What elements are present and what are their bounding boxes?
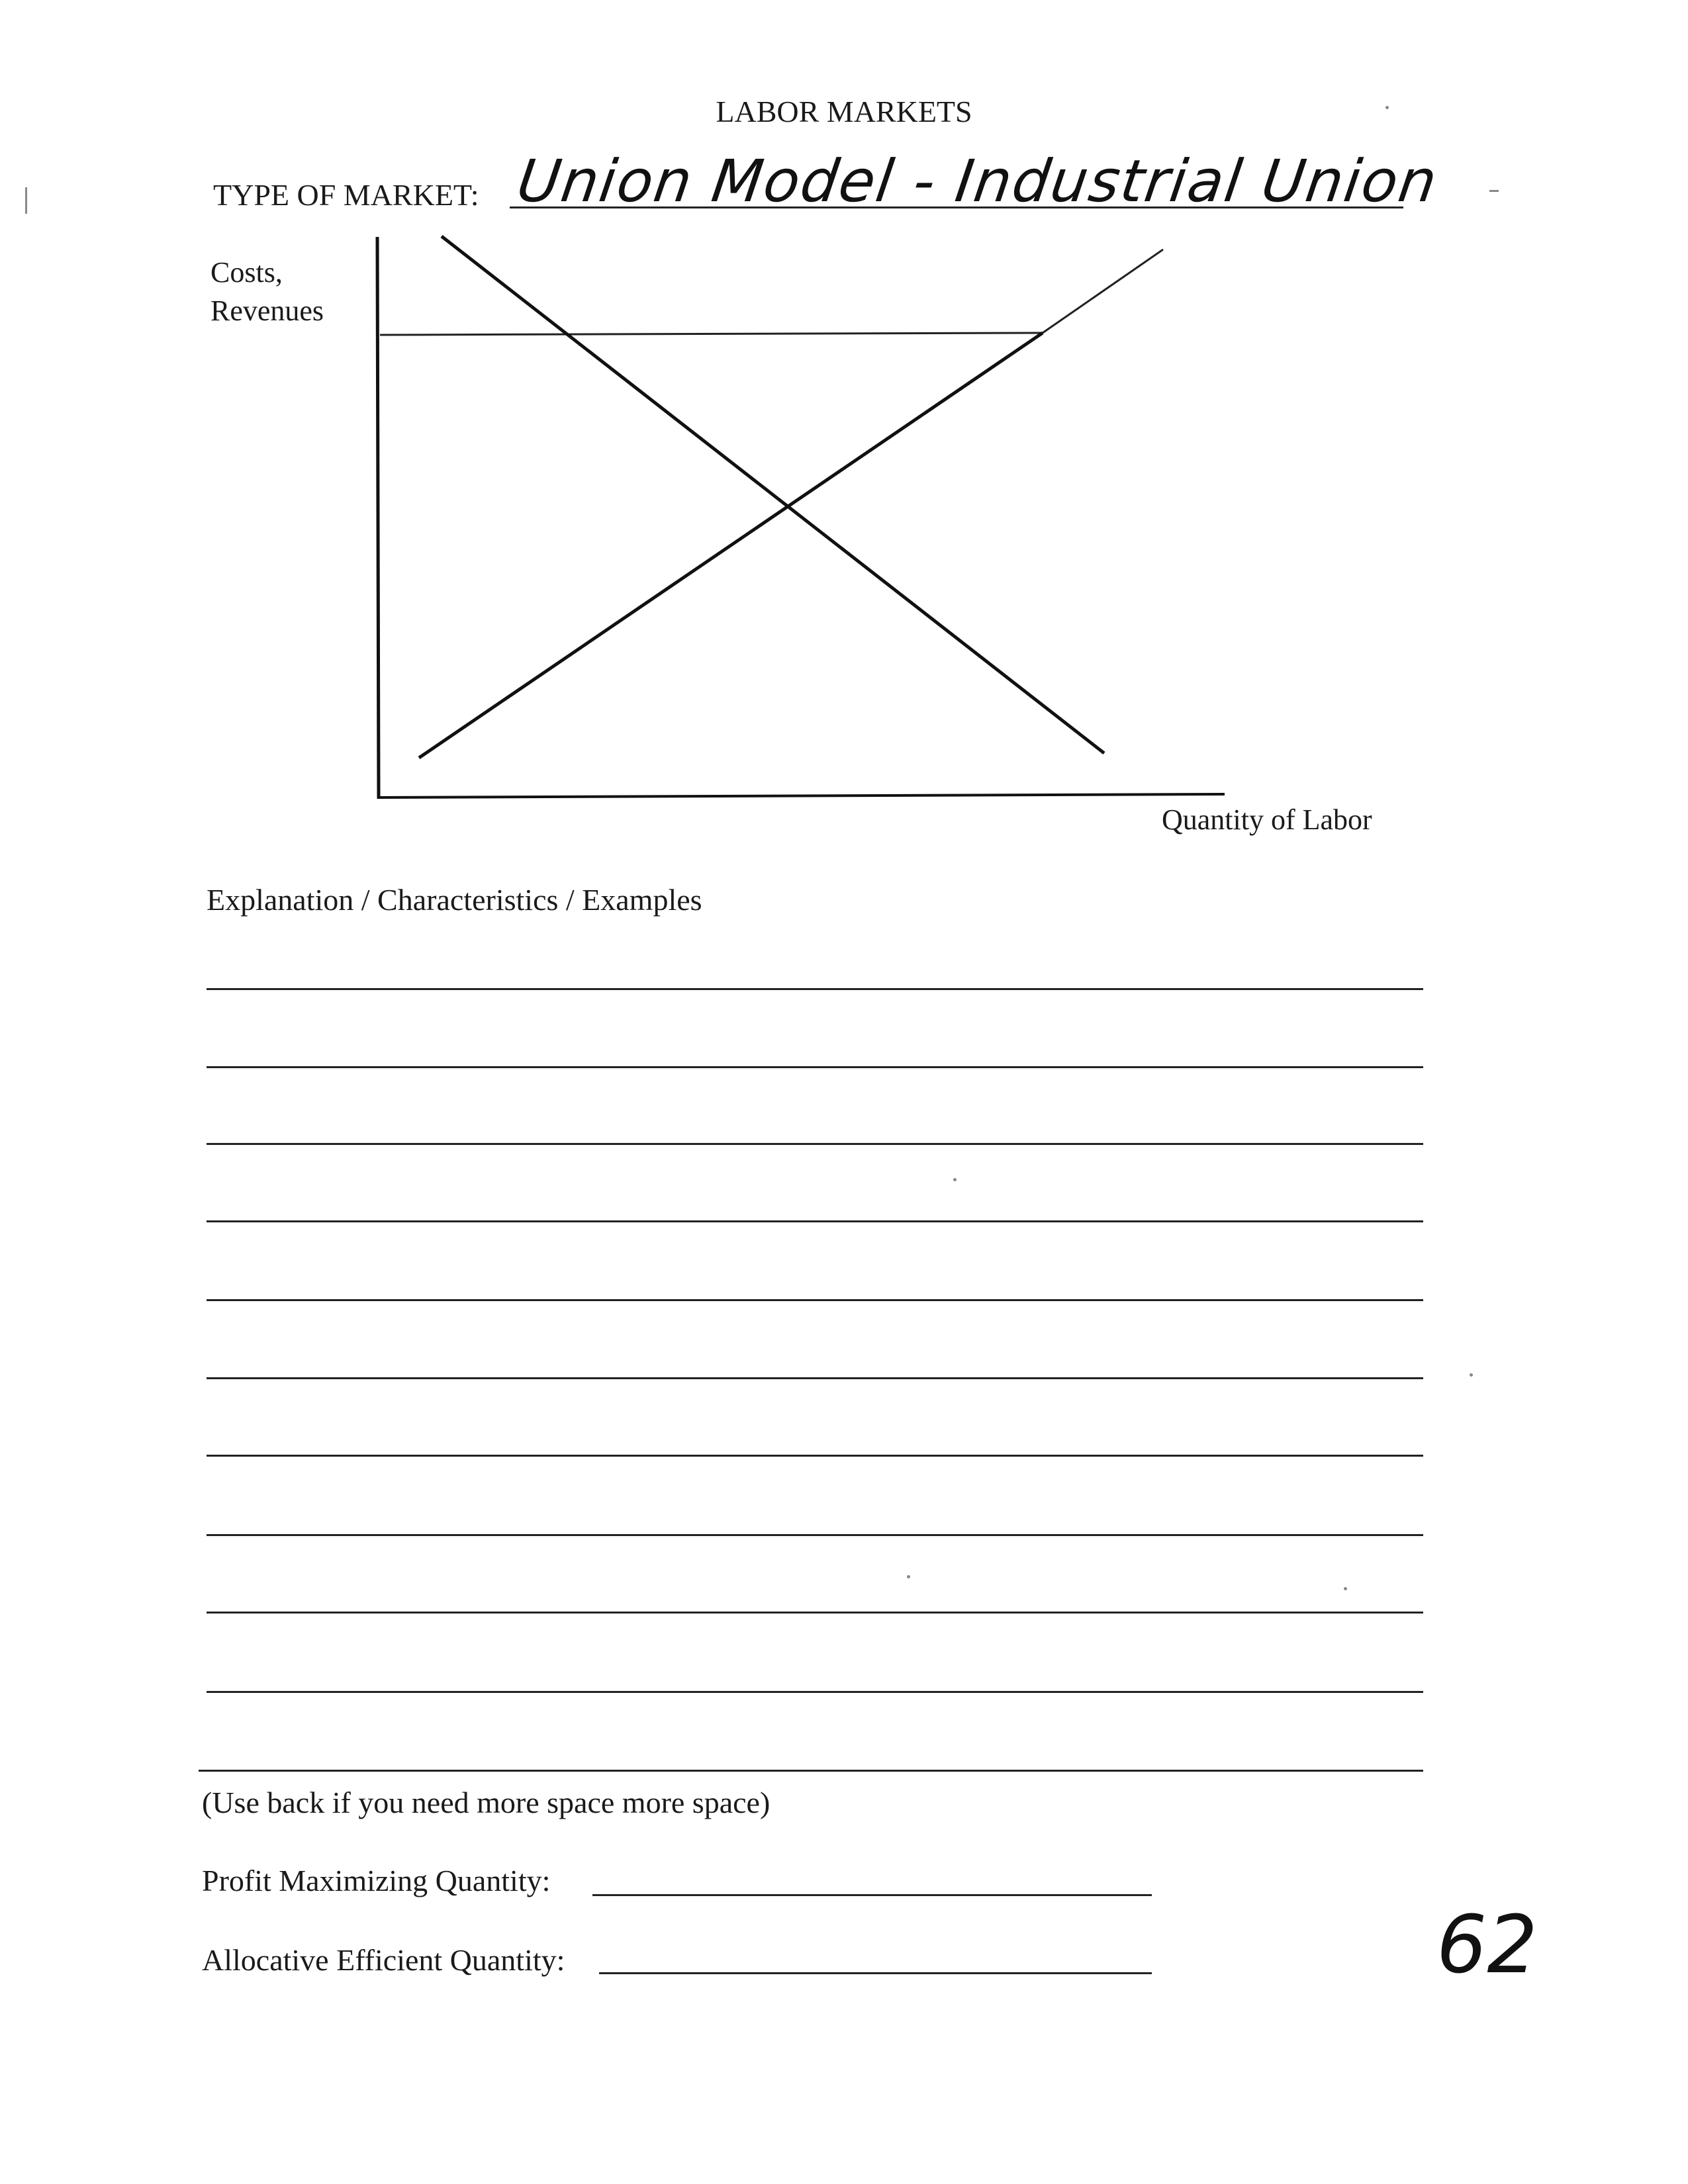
- union-wage-line: [380, 333, 1043, 335]
- explanation-heading: Explanation / Characteristics / Examples: [207, 883, 702, 917]
- scan-speck: [1344, 1587, 1347, 1590]
- profit-maximizing-quantity-field[interactable]: [592, 1894, 1152, 1896]
- profit-maximizing-quantity-label: Profit Maximizing Quantity:: [202, 1864, 551, 1897]
- page-title: LABOR MARKETS: [716, 95, 972, 128]
- writing-line-11[interactable]: [199, 1770, 1423, 1772]
- scan-speck: [1470, 1373, 1473, 1377]
- scan-speck: [25, 187, 27, 214]
- writing-line-1[interactable]: [207, 988, 1423, 990]
- writing-line-6[interactable]: [207, 1377, 1423, 1379]
- y-axis-label-line2: Revenues: [211, 295, 324, 327]
- writing-line-9[interactable]: [207, 1612, 1423, 1614]
- allocative-efficient-quantity-label: Allocative Efficient Quantity:: [202, 1943, 565, 1977]
- market-type-handwritten-value[interactable]: Union Model - Industrial Union: [513, 147, 1442, 215]
- x-axis: [379, 794, 1225, 797]
- scan-speck: [1489, 190, 1499, 192]
- writing-line-4[interactable]: [207, 1220, 1423, 1222]
- y-axis-label-line1: Costs,: [211, 256, 283, 289]
- allocative-efficient-quantity-field[interactable]: [599, 1972, 1152, 1974]
- writing-line-2[interactable]: [207, 1066, 1423, 1068]
- x-axis-label: Quantity of Labor: [1162, 803, 1372, 836]
- scan-speck: [907, 1575, 910, 1578]
- writing-line-10[interactable]: [207, 1691, 1423, 1693]
- scan-speck: [1385, 106, 1389, 109]
- writing-line-7[interactable]: [207, 1455, 1423, 1457]
- scan-speck: [953, 1178, 957, 1181]
- writing-line-5[interactable]: [207, 1299, 1423, 1301]
- writing-line-3[interactable]: [207, 1143, 1423, 1145]
- supply-curve: [419, 333, 1043, 758]
- market-type-label: TYPE OF MARKET:: [213, 178, 479, 212]
- writing-line-8[interactable]: [207, 1534, 1423, 1536]
- y-axis: [377, 237, 379, 799]
- supply-curve-extension: [1043, 250, 1163, 333]
- use-back-note: (Use back if you need more space more space): [202, 1786, 771, 1819]
- handwritten-page-number: 62: [1436, 1899, 1538, 1991]
